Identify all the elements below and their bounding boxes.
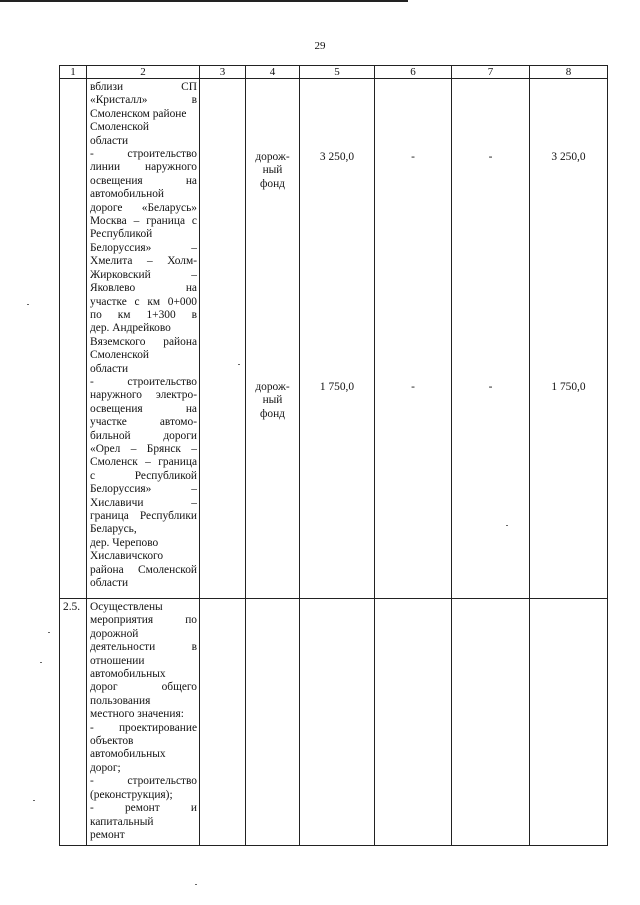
description-line: бильной дороги xyxy=(90,429,197,442)
value-col7-item1: - xyxy=(488,151,493,163)
funding-source-line: ный xyxy=(262,394,283,407)
description-line: дер. Андрейково xyxy=(90,322,171,335)
description-line: автомобильных xyxy=(90,668,166,681)
description-line: мероприятия по xyxy=(90,614,197,627)
scan-speck xyxy=(48,632,50,633)
description-line: капитальный xyxy=(90,815,154,828)
description-line: - проектирование xyxy=(90,721,197,734)
empty-cell xyxy=(246,599,300,846)
value-col5-item2: 1 750,0 xyxy=(319,381,355,393)
description-line: области xyxy=(90,362,129,375)
description-line: с Республикой xyxy=(90,469,197,482)
funding-source-2 xyxy=(246,381,299,421)
description-line: Смоленской xyxy=(90,121,149,134)
description-line: дороге «Беларусь» xyxy=(90,201,197,214)
empty-cell xyxy=(200,599,246,846)
table-row xyxy=(60,599,608,846)
column-header: 4 xyxy=(246,66,300,79)
description-line: участке с км 0+000 xyxy=(90,295,197,308)
scan-speck xyxy=(33,800,35,801)
description-line: Хмелита – Холм- xyxy=(90,255,197,268)
description-line: Вяземского района xyxy=(90,335,197,348)
description-line: «Кристалл» в xyxy=(90,94,197,107)
description-line: линии наружного xyxy=(90,161,197,174)
column-header: 5 xyxy=(300,66,375,79)
description-line: дорожной xyxy=(90,627,139,640)
funding-source-1 xyxy=(246,151,299,191)
description-line: вблизи СП xyxy=(90,81,197,93)
value-col5-item1: 3 250,0 xyxy=(319,151,355,163)
description-line: Жирковский – xyxy=(90,268,197,281)
value-col8-item2: 1 750,0 xyxy=(551,381,586,393)
empty-cell xyxy=(375,599,452,846)
row-number: 2.5. xyxy=(60,599,87,846)
funding-source-line: фонд xyxy=(260,407,285,420)
value-col6-item2: - xyxy=(411,381,415,393)
description-line: Белоруссия» – xyxy=(90,483,197,496)
scan-speck xyxy=(506,525,508,526)
row-description xyxy=(87,79,200,599)
value-cell-col8 xyxy=(530,79,608,599)
empty-cell xyxy=(530,599,608,846)
column-header: 6 xyxy=(375,66,452,79)
description-text xyxy=(90,81,197,590)
description-line: по км 1+300 в xyxy=(90,308,197,321)
description-line: Осуществлены xyxy=(90,601,163,613)
description-line: Хиславичи – xyxy=(90,496,197,509)
column-header: 8 xyxy=(530,66,608,79)
description-line: Белоруссия» – xyxy=(90,241,197,254)
description-line: освещения на xyxy=(90,174,197,187)
column-header: 7 xyxy=(452,66,530,79)
funding-source-cell xyxy=(246,79,300,599)
row-description xyxy=(87,599,200,846)
value-col8-item1: 3 250,0 xyxy=(551,151,586,163)
page-top-rule xyxy=(0,0,408,2)
description-line: Яковлево на xyxy=(90,282,197,295)
scan-speck xyxy=(40,662,42,663)
description-line: Беларусь, xyxy=(90,523,137,536)
description-line: наружного электро- xyxy=(90,389,197,402)
value-cell-col5 xyxy=(300,79,375,599)
funding-source-line: дорож- xyxy=(255,151,290,163)
value-cell-col7 xyxy=(452,79,530,599)
description-line: Смоленском районе xyxy=(90,107,187,120)
column-header: 2 xyxy=(87,66,200,79)
description-line: участке автомо- xyxy=(90,416,197,429)
description-line: автомобильных xyxy=(90,748,166,761)
description-line: Смоленск – граница xyxy=(90,456,197,469)
description-line: - строительство xyxy=(90,375,197,388)
empty-cell xyxy=(300,599,375,846)
row-number xyxy=(60,79,87,599)
description-line: (реконструкция); xyxy=(90,788,173,801)
scan-speck xyxy=(195,884,197,885)
description-line: местного значения: xyxy=(90,708,184,721)
description-line: освещения на xyxy=(90,402,197,415)
description-line: ремонт xyxy=(90,828,125,841)
funding-source-line: дорож- xyxy=(255,381,290,393)
value-col6-item1: - xyxy=(411,151,415,163)
empty-cell xyxy=(200,79,246,599)
description-line: «Орел – Брянск – xyxy=(90,442,197,455)
description-line: дер. Черепово xyxy=(90,536,159,549)
description-text xyxy=(90,601,197,842)
value-col7-item2: - xyxy=(488,381,493,393)
scan-speck xyxy=(238,364,240,365)
description-line: области xyxy=(90,134,129,147)
description-line: пользования xyxy=(90,694,151,707)
empty-cell xyxy=(452,599,530,846)
description-line: - ремонт и xyxy=(90,802,197,815)
description-line: дорог общего xyxy=(90,681,197,694)
table-header-row xyxy=(60,66,608,79)
description-line: объектов xyxy=(90,735,134,748)
description-line: деятельности в xyxy=(90,641,197,654)
funding-source-line: фонд xyxy=(260,177,285,190)
description-line: отношении xyxy=(90,654,145,667)
description-line: граница Республики xyxy=(90,510,197,522)
description-line: Хиславичского xyxy=(90,550,164,563)
funding-source-line: ный xyxy=(262,164,283,177)
description-line: области xyxy=(90,577,129,590)
description-line: - строительство xyxy=(90,775,197,788)
description-line: Москва – граница с xyxy=(90,215,197,228)
column-header: 1 xyxy=(60,66,87,79)
page-number: 29 xyxy=(314,40,326,52)
description-line: Смоленской xyxy=(90,349,149,362)
description-line: дорог; xyxy=(90,761,121,774)
column-header: 3 xyxy=(200,66,246,79)
scan-speck xyxy=(27,304,29,305)
description-line: Республикой xyxy=(90,228,153,241)
table-row xyxy=(60,79,608,599)
description-line: автомобильной xyxy=(90,188,165,201)
description-line: - строительство xyxy=(90,148,197,161)
budget-table xyxy=(59,65,608,846)
value-cell-col6 xyxy=(375,79,452,599)
description-line: района Смоленской xyxy=(90,563,197,576)
